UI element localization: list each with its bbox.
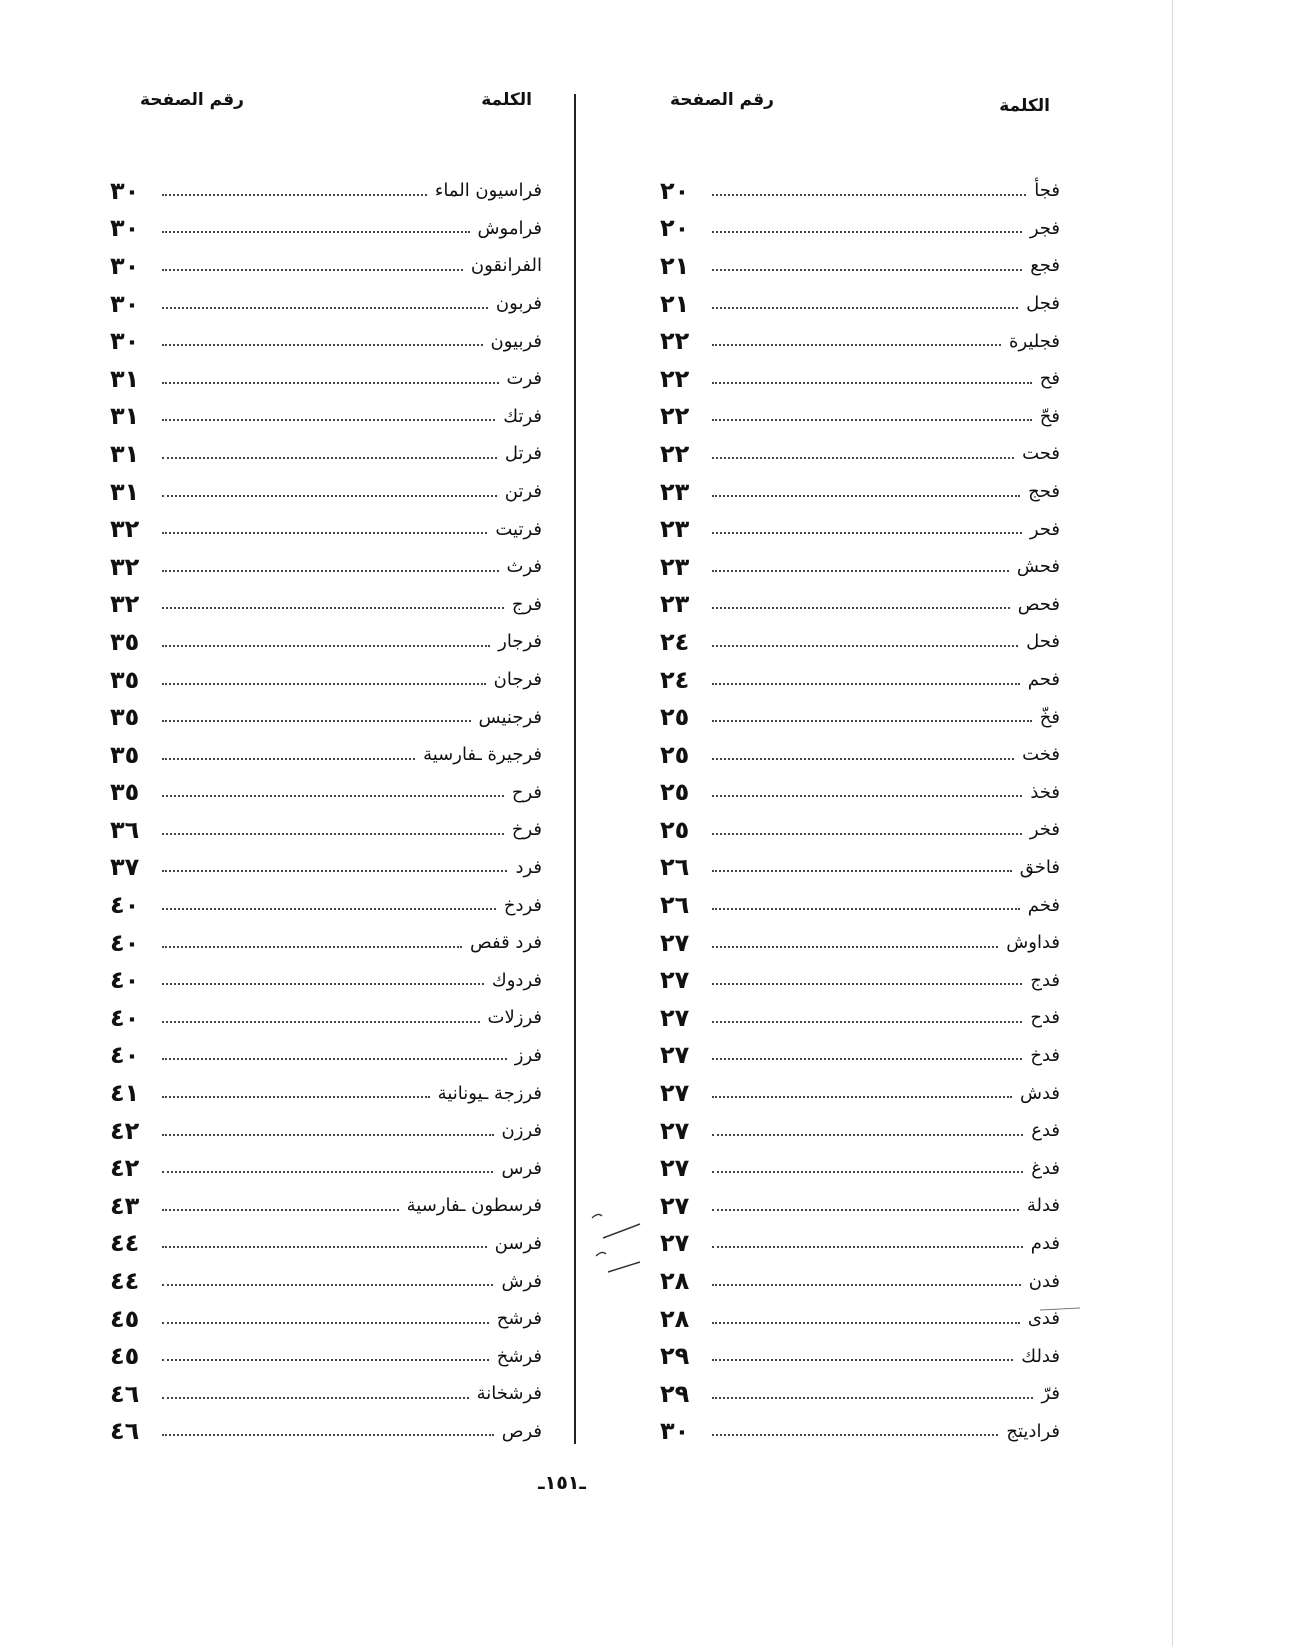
entry-page-number: ٢٣ xyxy=(660,515,690,544)
entry-page-number: ٤٠ xyxy=(110,1003,140,1032)
entry-word: فجع xyxy=(1030,255,1060,277)
entry-page-number: ٤٥ xyxy=(110,1304,140,1333)
entry-page-number: ٤٤ xyxy=(110,1229,140,1258)
entry-word: فدع xyxy=(1031,1120,1060,1142)
entry-page-number: ٢٧ xyxy=(660,1116,690,1145)
entry-page-number: ٣٥ xyxy=(110,778,140,807)
entry-page-number: ٢١ xyxy=(660,289,690,318)
entry-word: فرص xyxy=(501,1420,542,1442)
entry-word: فدلك xyxy=(1021,1345,1060,1367)
entry-word: فرتل xyxy=(504,443,542,465)
entry-page-number: ٢٩ xyxy=(660,1379,690,1408)
entry-word: فحر xyxy=(1029,518,1060,540)
entry-word: فردخ xyxy=(503,894,542,916)
entry-word: فرسطون ـفارسية xyxy=(406,1195,542,1217)
entry-page-number: ٢٥ xyxy=(660,778,690,807)
entry-page-number: ٣٢ xyxy=(110,552,140,581)
page-number-header: رقم الصفحة xyxy=(670,90,774,110)
entry-page-number: ٢٠ xyxy=(660,214,690,243)
entry-page-number: ٣١ xyxy=(110,364,140,393)
entry-word: فخر xyxy=(1029,819,1060,841)
page-number-footer: ـ١٥١ـ xyxy=(538,1472,586,1494)
entry-word: فراديتج xyxy=(1006,1420,1060,1442)
entry-word: فرشخانة xyxy=(476,1383,542,1405)
entry-word: فردوك xyxy=(491,969,542,991)
word-header: الكلمة xyxy=(481,90,532,110)
entry-page-number: ٢٦ xyxy=(660,853,690,882)
entry-word: فراسيون الماء xyxy=(434,180,542,202)
entry-page-number: ٢٠ xyxy=(660,176,690,205)
entry-page-number: ٣٥ xyxy=(110,665,140,694)
entry-word: فرح xyxy=(511,781,542,803)
entry-word: فرجار xyxy=(498,631,542,653)
entry-word: فربون xyxy=(495,293,542,315)
entry-page-number: ٤٤ xyxy=(110,1267,140,1296)
entry-word: فرسن xyxy=(494,1232,542,1254)
entry-page-number: ٣١ xyxy=(110,402,140,431)
entry-word: فداوش xyxy=(1006,932,1060,954)
entry-page-number: ٣٠ xyxy=(110,327,140,356)
entry-page-number: ٤١ xyxy=(110,1079,140,1108)
entry-word: فرشخ xyxy=(496,1345,542,1367)
entry-word: فرس xyxy=(501,1157,542,1179)
entry-page-number: ٢٨ xyxy=(660,1304,690,1333)
entry-page-number: ٢٧ xyxy=(660,1003,690,1032)
entry-word: فراموش xyxy=(477,217,542,239)
entry-page-number: ٢٢ xyxy=(660,364,690,393)
entry-word: فرجنيس xyxy=(478,706,542,728)
entry-page-number: ٢٢ xyxy=(660,439,690,468)
entry-word: فدن xyxy=(1028,1270,1060,1292)
entry-word: فحّ xyxy=(1039,405,1060,427)
entry-word: فرز xyxy=(514,1044,542,1066)
entry-word: فجر xyxy=(1029,217,1060,239)
entry-page-number: ٣٢ xyxy=(110,515,140,544)
entry-word: فرجيرة ـفارسية xyxy=(423,744,542,766)
entry-page-number: ٣٠ xyxy=(110,289,140,318)
entry-page-number: ٤٦ xyxy=(110,1417,140,1446)
entry-word: فرش xyxy=(501,1270,542,1292)
entry-word: فدغ xyxy=(1031,1157,1060,1179)
entry-word: فجليرة xyxy=(1009,330,1060,352)
entry-page-number: ٣٧ xyxy=(110,853,140,882)
entry-page-number: ٢٩ xyxy=(660,1342,690,1371)
entry-word: فرتيت xyxy=(495,518,542,540)
entry-word: فرتن xyxy=(504,481,542,503)
entry-page-number: ٤٢ xyxy=(110,1116,140,1145)
entry-page-number: ٢١ xyxy=(660,251,690,280)
entry-page-number: ٤٥ xyxy=(110,1342,140,1371)
entry-word: فحش xyxy=(1016,556,1060,578)
entry-word: الفرانقون xyxy=(470,255,542,277)
entry-word: فرث xyxy=(506,556,542,578)
entry-page-number: ٣٠ xyxy=(110,176,140,205)
entry-word: فرت xyxy=(506,368,542,390)
entry-page-number: ٢٧ xyxy=(660,1191,690,1220)
entry-page-number: ٢٧ xyxy=(660,928,690,957)
entry-word: فجأ xyxy=(1034,180,1060,202)
entry-page-number: ٣٦ xyxy=(110,815,140,844)
entry-page-number: ٢٥ xyxy=(660,815,690,844)
entry-word: فدخ xyxy=(1030,1044,1060,1066)
entry-page-number: ٢٤ xyxy=(660,665,690,694)
entry-page-number: ٢٣ xyxy=(660,477,690,506)
entry-word: فحج xyxy=(1028,481,1060,503)
entry-page-number: ٢٢ xyxy=(660,402,690,431)
entry-page-number: ٣٠ xyxy=(110,251,140,280)
entry-word: فرج xyxy=(511,593,542,615)
entry-page-number: ٢٧ xyxy=(660,1079,690,1108)
entry-word: فرد xyxy=(515,856,542,878)
entry-word: فرجان xyxy=(493,669,542,691)
entry-page-number: ٣٥ xyxy=(110,740,140,769)
entry-page-number: ٤٠ xyxy=(110,891,140,920)
entry-word: فرزن xyxy=(501,1120,542,1142)
entry-page-number: ٢٣ xyxy=(660,552,690,581)
entry-word: فخم xyxy=(1027,894,1060,916)
entry-page-number: ٤٠ xyxy=(110,1041,140,1070)
entry-word: فرد قفص xyxy=(469,932,542,954)
entry-page-number: ٤٦ xyxy=(110,1379,140,1408)
entry-page-number: ٢٧ xyxy=(660,1154,690,1183)
entry-page-number: ٢٨ xyxy=(660,1267,690,1296)
entry-page-number: ٢٧ xyxy=(660,1229,690,1258)
entry-word: فخت xyxy=(1022,744,1060,766)
entry-page-number: ٣١ xyxy=(110,477,140,506)
entry-word: فرخ xyxy=(511,819,542,841)
entry-word: فربيون xyxy=(490,330,542,352)
entry-word: فح xyxy=(1039,368,1060,390)
entry-word: فحم xyxy=(1027,669,1060,691)
entry-word: فدش xyxy=(1019,1082,1060,1104)
entry-page-number: ٢٦ xyxy=(660,891,690,920)
entry-page-number: ٤٣ xyxy=(110,1191,140,1220)
entry-word: فرتك xyxy=(503,405,542,427)
entry-word: فرزلات xyxy=(487,1007,542,1029)
entry-page-number: ٢٥ xyxy=(660,703,690,732)
entry-word: فخّ xyxy=(1039,706,1060,728)
entry-word: فدى xyxy=(1027,1308,1060,1330)
entry-word: فدح xyxy=(1030,1007,1060,1029)
page-number-header: رقم الصفحة xyxy=(140,90,244,110)
entry-page-number: ٢٢ xyxy=(660,327,690,356)
entry-word: فحت xyxy=(1022,443,1060,465)
entry-word: فجل xyxy=(1026,293,1060,315)
word-header: الكلمة xyxy=(999,96,1050,116)
entry-word: فرّ xyxy=(1041,1383,1060,1405)
entry-word: فدلة xyxy=(1026,1195,1060,1217)
entry-word: فحل xyxy=(1026,631,1060,653)
entry-page-number: ٣٢ xyxy=(110,590,140,619)
entry-page-number: ٣٠ xyxy=(660,1417,690,1446)
entry-page-number: ٢٧ xyxy=(660,1041,690,1070)
entry-word: فرزجة ـيونانية xyxy=(437,1082,542,1104)
entry-page-number: ٣٥ xyxy=(110,627,140,656)
entry-page-number: ٤٢ xyxy=(110,1154,140,1183)
entry-page-number: ٣٥ xyxy=(110,703,140,732)
entry-word: فحص xyxy=(1017,593,1060,615)
entry-page-number: ٣١ xyxy=(110,439,140,468)
entry-word: فاخق xyxy=(1019,856,1060,878)
entry-word: فدج xyxy=(1030,969,1060,991)
entry-page-number: ٢٣ xyxy=(660,590,690,619)
entry-word: فخذ xyxy=(1030,781,1060,803)
entry-word: فرشح xyxy=(496,1308,542,1330)
entry-page-number: ٢٧ xyxy=(660,966,690,995)
entry-page-number: ٢٤ xyxy=(660,627,690,656)
entry-page-number: ٢٥ xyxy=(660,740,690,769)
entry-page-number: ٤٠ xyxy=(110,966,140,995)
entry-page-number: ٣٠ xyxy=(110,214,140,243)
entry-word: فدم xyxy=(1030,1232,1060,1254)
entry-page-number: ٤٠ xyxy=(110,928,140,957)
